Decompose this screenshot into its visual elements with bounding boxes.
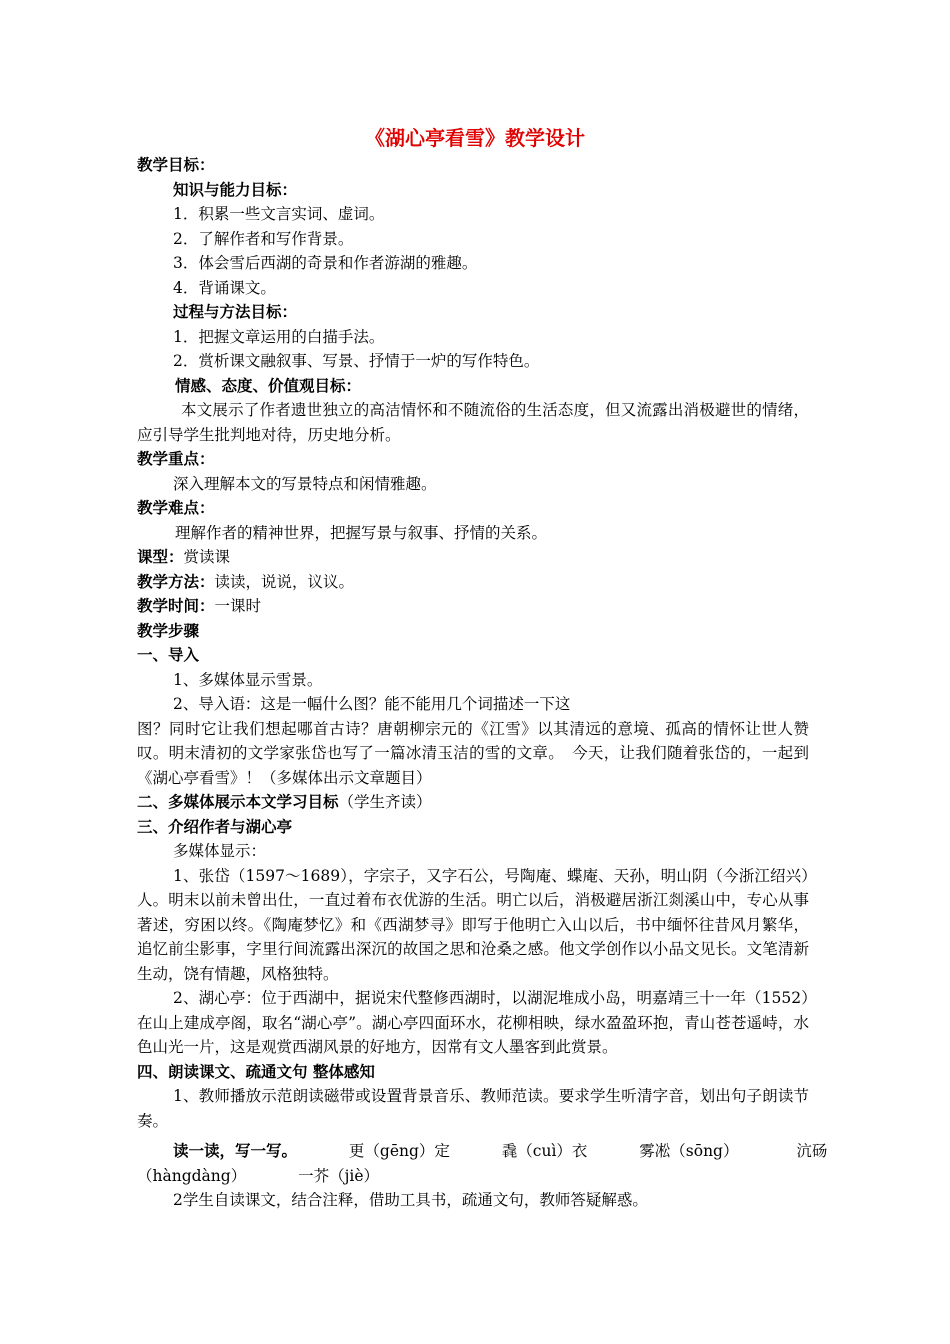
vocab-word: 雾凇（sōng） [639,1142,739,1160]
section2-heading: 二、多媒体展示本文学习目标 [137,793,339,811]
method-label: 教学方法： [137,572,215,591]
emotion-heading: 情感、态度、价值观目标： [175,376,362,395]
time-value: 一课时 [214,597,262,615]
vocab-word: （hàngdàng） [137,1166,247,1185]
reading-paragraph: 1、教师播放示范朗读磁带或设置背景音乐、教师范读。要求学生听清字音，划出句子朗读节奏。 [137,1087,809,1130]
knowledge-heading: 知识与能力目标： [173,180,298,199]
lesson-type-label: 课型： [137,548,184,566]
lesson-type-line [137,545,809,570]
vocab-line-2 [137,1164,809,1189]
knowledge-item: 3．体会雪后西湖的奇景和作者游湖的雅趣。 [173,254,478,272]
knowledge-item: 4．背诵课文。 [173,278,276,297]
time-line [137,594,809,619]
section4-heading: 四、朗读课文、疏通文句 整体感知 [137,1062,375,1081]
key-point-heading: 教学重点： [137,450,215,468]
knowledge-item: 2．了解作者和写作背景。 [173,229,354,248]
section1-item1: 1、多媒体显示雪景。 [173,670,323,689]
method-value: 读读，说说，议议。 [214,572,355,591]
section3-intro: 多媒体显示： [173,842,267,860]
vocab-word: 沆砀 [796,1142,828,1160]
vocab-word: 毳（cuì）衣 [501,1142,588,1160]
difficulty-heading: 教学难点： [137,499,215,517]
document-body [137,153,828,1213]
vocab-word: 更（gēng）定 [348,1142,450,1160]
objectives-heading: 教学目标： [137,156,215,174]
difficulty-text: 理解作者的精神世界，把握写景与叙事、抒情的关系。 [175,523,548,542]
self-study-paragraph: 2学生自读课文，结合注释，借助工具书，疏通文句，教师答疑解惑。 [173,1191,648,1209]
time-label: 教学时间： [137,597,215,615]
knowledge-item: 1．积累一些文言实词、虚词。 [173,205,385,223]
pavilion-paragraph: 2、湖心亭：位于西湖中，据说宋代整修西湖时，以湖泥堆成小岛，明嘉靖三十一年（1552）在山上建成亭阁，取名“湖心亭”。湖心亭四面环水，花柳相映，绿水盈盈环抱，青山苍苍遥峙，水色山光一片，这是观赏西湖风景的好地方，因常有文人墨客到此赏景。 [137,989,809,1056]
lesson-type-value: 赏读课 [183,548,231,566]
section1-item2-rest: 图？同时它让我们想起哪首古诗？唐朝柳宗元的《江雪》以其清远的意境、孤高的情怀让世人赞叹。明末清初的文学家张岱也写了一篇冰清玉洁的雪的文章。 今天，让我们随着张岱的，一起到《湖心亭看雪》！（多媒体出示文章题目） [137,719,809,787]
section2-note: （学生齐读） [338,793,432,811]
vocab-line [137,1139,828,1164]
steps-heading: 教学步骤 [137,621,200,640]
key-point-text: 深入理解本文的写景特点和闲情雅趣。 [173,474,437,493]
emotion-text: 本文展示了作者遗世独立的高洁情怀和不随流俗的生活态度，但又流露出消极避世的情绪，应引导学生批判地对待，历史地分析。 [137,401,809,444]
section1-heading: 一、导入 [137,646,200,664]
document-title: 《湖心亭看雪》教学设计 [365,126,585,150]
process-heading: 过程与方法目标： [173,303,298,321]
exercise-label: 读一读，写一写。 [173,1142,298,1160]
method-line [137,570,809,595]
vocab-word: 一芥（jiè） [298,1166,380,1185]
section1-item2-line1: 2、导入语：这是一幅什么图？能不能用几个词描述一下这 [173,695,571,713]
process-item: 2．赏析课文融叙事、写景、抒情于一炉的写作特色。 [173,352,540,370]
section2-line [137,790,809,815]
process-item: 1．把握文章运用的白描手法。 [173,327,385,346]
section3-heading: 三、介绍作者与湖心亭 [137,817,293,836]
author-paragraph: 1、张岱（1597～1689），字宗子，又字石公，号陶庵、蝶庵、天孙，明山阴（今浙江绍兴）人。明末以前未曾出仕，一直过着布衣优游的生活。明亡以后，消极避居浙江剡溪山中，专心从事著述，穷困以终。《陶庵梦忆》和《西湖梦寻》即写于他明亡入山以后，书中缅怀往昔风月繁华，追忆前尘影事，字里行间流露出深沉的故国之思和沧桑之感。他文学创作以小品文见长。文笔清新生动，饶有情趣，风格独特。 [137,866,809,983]
